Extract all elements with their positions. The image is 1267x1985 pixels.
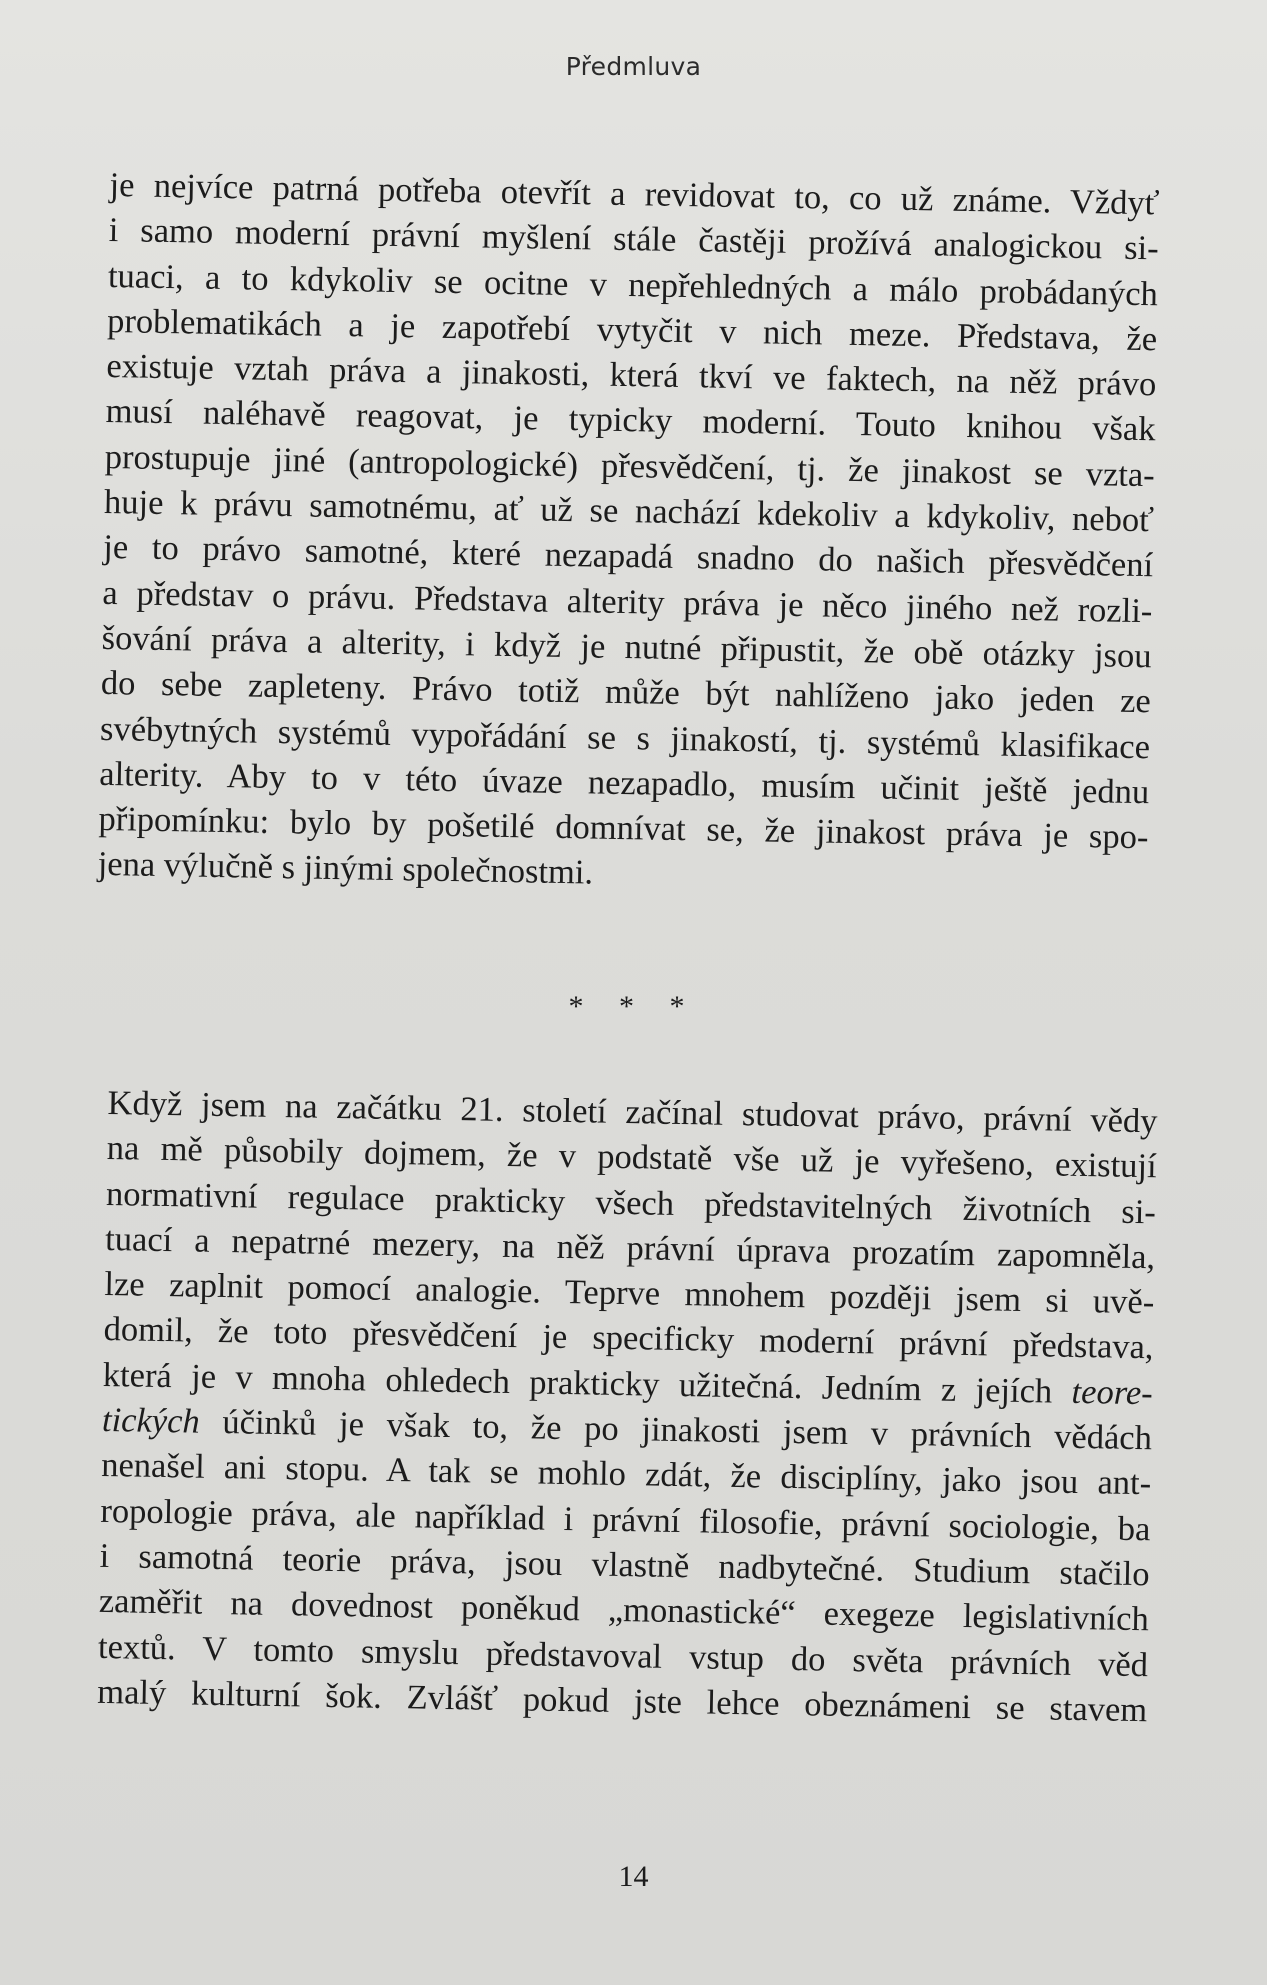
text-line: šování práva a alterity, i když je nutné připustit, že obě otázky jsou <box>101 618 1152 676</box>
page-number: 14 <box>618 1860 649 1893</box>
text-line: normativní regulace prakticky všech představitelných životních si- <box>105 1174 1157 1231</box>
text-line: Když jsem na začátku 21. století začínal studovat právo, právní vědy <box>107 1083 1158 1141</box>
text-line: existuje vztah práva a jinakosti, která tkví ve faktech, na něž právo <box>106 347 1157 404</box>
text-line: svébytných systémů vypořádání se s jinakostí, tj. systémů klasifikace <box>99 709 1151 766</box>
text-line: lze zaplnit pomocí analogie. Teprve mnohem později jsem si uvě- <box>104 1265 1155 1322</box>
text-line: musí naléhavě reagovat, je typicky moderní. Touto knihou však <box>105 392 1156 449</box>
text-line: tuací a nepatrné mezery, na něž právní úprava prozatím zapomněla, <box>104 1219 1156 1277</box>
text-segment: která je v mnoha ohledech prakticky užitečná. Jedním z jejích <box>102 1355 1053 1411</box>
italic-word: tických <box>101 1401 201 1441</box>
text-line: na mě působily dojmem, že v podstatě vše už je vyřešeno, existují <box>106 1129 1157 1186</box>
text-line: huje k právu samotnému, ať už se nachází kdekoliv a kdykoliv, neboť <box>103 483 1155 540</box>
paragraph-1 <box>97 163 1159 906</box>
text-line: ropologie práva, ale například i právní filosofie, právní sociologie, ba <box>100 1491 1151 1548</box>
text-line: je nejvíce patrná potřeba otevřít a revidovat to, co už známe. Vždyť <box>109 165 1160 223</box>
text-line: problematikách a je zapotřebí vytyčit v nich meze. Představa, že <box>106 301 1158 359</box>
italic-word: teore- <box>1071 1372 1154 1413</box>
text-line: připomínku: bylo by pošetilé domnívat se, že jinakost práva je spo- <box>98 800 1149 857</box>
text-line: domil, že toto přesvědčení je specificky moderní právní představa, <box>103 1310 1154 1367</box>
section-separator: * * * <box>568 990 699 1023</box>
text-line: jena výlučně s jinými společnostmi. <box>97 845 594 892</box>
text-segment: účinků je však to, že po jinakosti jsem v právních vědách <box>199 1402 1153 1458</box>
text-line: malý kulturní šok. Zvlášť pokud jste lehce obeznámeni se stavem <box>97 1672 1148 1730</box>
text-line: nenašel ani stopu. A tak se mohlo zdát, že disciplíny, jako jsou ant- <box>100 1446 1152 1503</box>
text-line: alterity. Aby to v této úvaze nezapadlo, musím učinit ještě jednu <box>99 754 1150 812</box>
text-line: a představ o právu. Představa alterity práva je něco jiného než rozli- <box>102 573 1153 630</box>
text-line: i samotná teorie práva, jsou vlastně nadbytečné. Studium stačilo <box>99 1536 1150 1594</box>
text-line: textů. V tomto smyslu představoval vstup do světa právních věd <box>97 1627 1149 1684</box>
text-line: do sebe zapleteny. Právo totiž může být nahlíženo jako jeden ze <box>100 664 1152 721</box>
text-line: je to právo samotné, které nezapadá snadno do našich přesvědčení <box>102 528 1154 585</box>
running-header: Předmluva <box>565 52 702 81</box>
text-line: prostupuje jiné (antropologické) přesvědčení, tj. že jinakost se vzta- <box>104 437 1156 495</box>
paragraph-2 <box>97 1081 1158 1733</box>
text-line: zaměřit na dovednost poněkud „monastické“ exegeze legislativních <box>98 1582 1150 1639</box>
text-line: tuaci, a to kdykoliv se ocitne v nepřehledných a málo probádaných <box>107 256 1159 313</box>
text-line: i samo moderní právní myšlení stále častěji prožívá analogickou si- <box>108 211 1159 268</box>
